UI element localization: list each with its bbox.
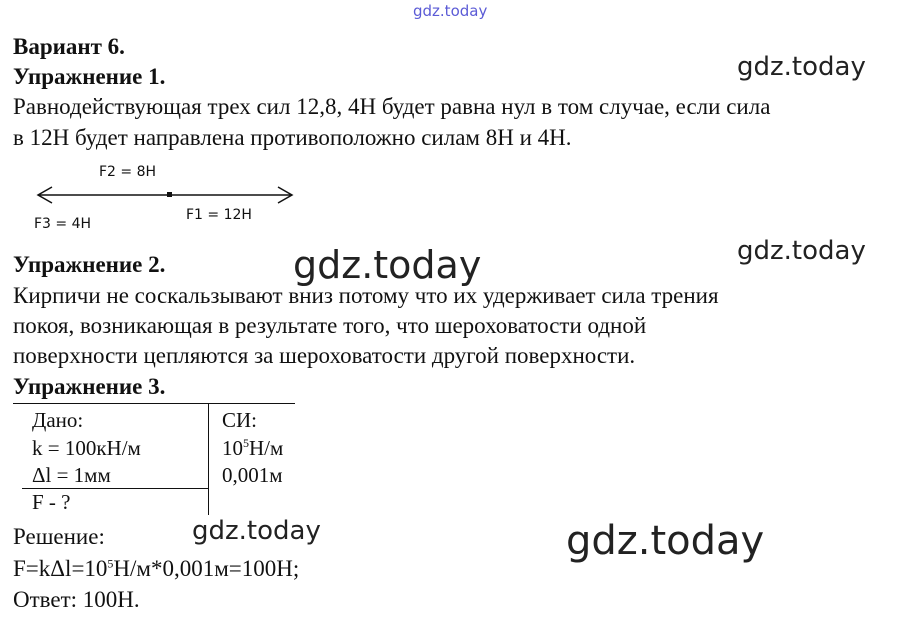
given-label: Дано:: [32, 408, 84, 432]
solution-label: Решение:: [13, 524, 105, 549]
watermark: gdz.today: [566, 518, 765, 564]
force-label-f2: F2 = 8H: [99, 164, 157, 180]
force-label-f3: F3 = 4H: [34, 216, 92, 232]
solution-formula: $F=k\Delta l=10^5Н/м*0,001м=100Н$;: [13, 556, 300, 581]
given-k: k = 100кН/м: [32, 436, 141, 460]
exercise-1-text-line: в 12Н будет направлена противоположно силам 8Н и 4Н.: [13, 125, 572, 150]
force-label-f1: F1 = 12H: [186, 207, 252, 223]
exercise-1-text-line: Равнодействующая трех сил 12,8, 4Н будет равна нул в том случае, если сила: [13, 94, 771, 119]
answer: Ответ: 100Н.: [13, 587, 140, 612]
exercise-2-text-line: Кирпичи не соскальзывают вниз потому что их удерживает сила трения: [13, 283, 719, 308]
si-dl: 0,001м: [222, 463, 283, 487]
given-table-divider: [208, 403, 209, 515]
watermark: gdz.today: [737, 52, 866, 82]
exercise-2-text-line: поверхности цепляются за шероховатости другой поверхности.: [13, 343, 636, 368]
given-table-top-line: [13, 403, 295, 404]
variant-title: Вариант 6.: [13, 34, 125, 59]
exercise-3-heading: Упражнение 3.: [13, 374, 166, 399]
watermark: gdz.today: [293, 243, 482, 287]
exercise-2-heading: Упражнение 2.: [13, 252, 166, 277]
given-dl: Δl = 1мм: [32, 463, 111, 487]
watermark: gdz.today: [737, 236, 866, 266]
find-f: F - ?: [32, 490, 71, 514]
si-k: $10^5Н/м$: [222, 436, 284, 460]
watermark: gdz.today: [192, 516, 321, 546]
application-point: [167, 192, 172, 197]
watermark-top: gdz.today: [413, 2, 488, 20]
exercise-2-text-line: покоя, возникающая в результате того, что шероховатости одной: [13, 313, 647, 338]
si-label: СИ:: [222, 408, 258, 432]
exercise-1-heading: Упражнение 1.: [13, 64, 166, 89]
given-table-find-line: [22, 488, 208, 489]
